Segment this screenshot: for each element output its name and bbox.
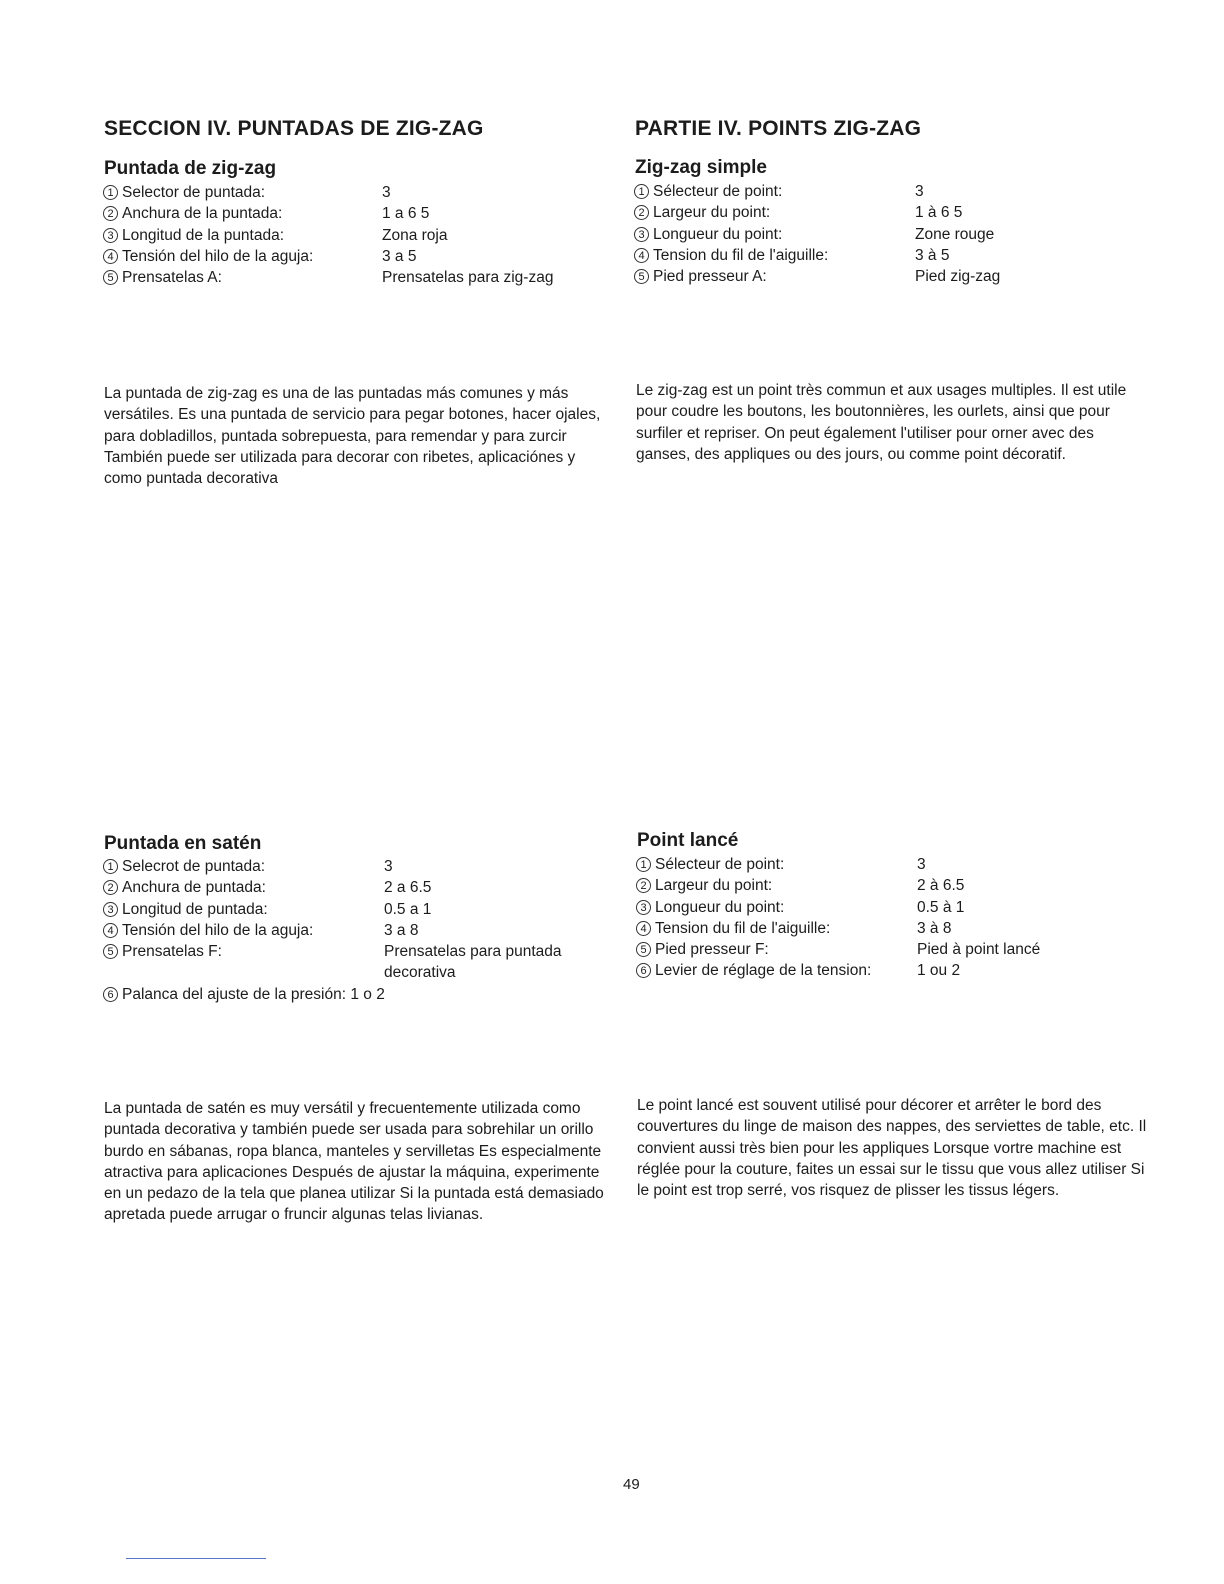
- footer-rule: [126, 1558, 266, 1559]
- fr-lance-specs: [636, 854, 1116, 982]
- fr-lance-body: Le point lancé est souvent utilisé pour décorer et arrêter le bord des couvertures du linge de maison des nappes, des serviettes de table, etc. Il convient aussi très bien pour les appliques Lorsque vortre machine est réglée pour la couture, faites un essai sur le tissu que vous allez utiliser Si le point est trop serré, vos risquez de plisser les tissus légers.: [637, 1097, 1147, 1200]
- spec-row: [636, 875, 1116, 896]
- page-number: 49: [623, 1476, 640, 1493]
- number-icon: 3: [634, 227, 649, 242]
- es-zigzag-body: La puntada de zig-zag es una de las puntadas más comunes y más versátiles. Es una puntada de servicio para pegar botones, hacer ojales, para dobladillos, puntada sobrepuesta, para remendar y para zurcir También puede ser utilizada para decorar con ribetes, aplicaciónes y como puntada decorativa: [104, 385, 601, 488]
- spec-label: Palanca del ajuste de la presión: 1 o 2: [122, 985, 385, 1003]
- number-icon: 1: [103, 859, 118, 874]
- spec-label: Tension du fil de l'aiguille:: [655, 919, 831, 937]
- number-icon: 1: [636, 857, 651, 872]
- number-icon: 5: [103, 270, 118, 285]
- spec-row: [103, 984, 603, 1005]
- spec-label: Sélecteur de point:: [653, 183, 783, 200]
- spec-label: Levier de réglage de la tension:: [655, 962, 872, 980]
- number-icon: 2: [103, 880, 118, 895]
- spec-value: Pied zig-zag: [915, 268, 1001, 286]
- spec-value: 3: [915, 183, 924, 200]
- spec-value: 2 à 6.5: [917, 877, 965, 895]
- spec-label: Prensatelas F:: [122, 943, 222, 961]
- spec-value: Zona roja: [382, 226, 448, 244]
- number-icon: 3: [636, 900, 651, 915]
- es-saten-specs: [103, 856, 603, 1005]
- spec-row: [103, 920, 603, 941]
- spec-row: [636, 939, 1116, 960]
- fr-lance-title: Point lancé: [637, 830, 739, 851]
- spec-row: [636, 960, 1116, 981]
- spec-label: Prensatelas A:: [122, 269, 222, 287]
- spec-label: Sélecteur de point:: [655, 856, 785, 873]
- spec-value: 3 à 5: [915, 246, 950, 264]
- number-icon: 5: [636, 942, 651, 957]
- spec-label: Selecrot de puntada:: [122, 858, 266, 875]
- es-zigzag-title: Puntada de zig-zag: [104, 158, 277, 179]
- spec-row: [103, 856, 603, 877]
- fr-zigzag-body: Le zig-zag est un point très commun et aux usages multiples. Il est utile pour coudre les boutons, les boutonnières, les ourlets, ainsi que pour surfiler et repriser. On peut également l'utiliser pour orner avec des ganses, des appliques ou des jours, ou comme point décoratif.: [636, 382, 1127, 463]
- es-saten-body: La puntada de satén es muy versátil y frecuentemente utilizada como puntada decorativa y también puede ser usada para sobrehilar un orillo burdo en sábanas, ropa blanca, manteles y servilletas Es especialmente atractiva para aplicaciones Después de ajustar la máquina, experimente en un pedazo de la tela que planea utilizar Si la puntada está demasiado apretada puede arrugar o fruncir algunas telas livianas.: [104, 1100, 604, 1224]
- number-icon: 3: [103, 902, 118, 917]
- number-icon: 6: [103, 987, 118, 1002]
- number-icon: 1: [103, 185, 118, 200]
- spec-label: Longitud de puntada:: [122, 900, 268, 918]
- es-section-title: SECCION IV. PUNTADAS DE ZIG-ZAG: [104, 117, 484, 140]
- spec-row: [636, 918, 1116, 939]
- spec-row: [636, 897, 1116, 918]
- number-icon: 6: [636, 963, 651, 978]
- spec-value-continuation: decorativa: [384, 964, 456, 982]
- fr-zigzag-title: Zig-zag simple: [635, 157, 767, 178]
- number-icon: 3: [103, 228, 118, 243]
- number-icon: 2: [634, 205, 649, 220]
- number-icon: 5: [103, 944, 118, 959]
- spec-value: 3 a 5: [382, 247, 417, 265]
- spec-value: 1 a 6 5: [382, 205, 430, 223]
- fr-section-title: PARTIE IV. POINTS ZIG-ZAG: [635, 117, 922, 140]
- number-icon: 4: [634, 248, 649, 263]
- spec-row: [634, 181, 1114, 202]
- spec-label: Longueur du point:: [655, 898, 785, 916]
- spec-row: [634, 245, 1114, 266]
- spec-label: Tension du fil de l'aiguille:: [653, 246, 829, 264]
- spec-value: 0.5 à 1: [917, 898, 965, 916]
- spec-row: [103, 267, 603, 288]
- spec-label: Pied presseur F:: [655, 941, 769, 959]
- spec-value: 3 à 8: [917, 919, 952, 937]
- spec-label: Selector de puntada:: [122, 184, 266, 201]
- spec-row: [103, 899, 603, 920]
- spec-value: 2 a 6.5: [384, 879, 432, 897]
- number-icon: 4: [103, 923, 118, 938]
- spec-value: 1 ou 2: [917, 962, 961, 980]
- spec-row: [103, 225, 603, 246]
- spec-row: [103, 203, 603, 224]
- spec-row: [634, 202, 1114, 223]
- spec-label: Largeur du point:: [653, 204, 771, 222]
- spec-label: Tensión del hilo de la aguja:: [122, 247, 314, 265]
- spec-label: Tensión del hilo de la aguja:: [122, 921, 314, 939]
- spec-value: 3: [382, 184, 391, 201]
- number-icon: 1: [634, 184, 649, 199]
- spec-label: Anchura de puntada:: [122, 879, 266, 897]
- spec-value: Prensatelas para puntada: [384, 943, 562, 961]
- spec-row: [634, 224, 1114, 245]
- spec-value: Prensatelas para zig-zag: [382, 269, 554, 287]
- spec-row: [634, 266, 1114, 287]
- spec-label: Largeur du point:: [655, 877, 773, 895]
- es-zigzag-specs: [103, 182, 603, 288]
- spec-label: Pied presseur A:: [653, 268, 767, 286]
- spec-row-continuation: [103, 962, 603, 983]
- spec-value: 3 a 8: [384, 921, 419, 939]
- spec-value: Zone rouge: [915, 225, 995, 243]
- number-icon: 2: [103, 206, 118, 221]
- number-icon: 2: [636, 878, 651, 893]
- spec-label: Longueur du point:: [653, 225, 783, 243]
- spec-value: 3: [917, 856, 926, 873]
- spec-value: 1 à 6 5: [915, 204, 963, 222]
- spec-label: Anchura de la puntada:: [122, 205, 283, 223]
- number-icon: 4: [103, 249, 118, 264]
- spec-row: [103, 182, 603, 203]
- spec-row: [103, 246, 603, 267]
- spec-label: Longitud de la puntada:: [122, 226, 285, 244]
- number-icon: 4: [636, 921, 651, 936]
- fr-zigzag-specs: [634, 181, 1114, 287]
- spec-value: 3: [384, 858, 393, 875]
- spec-value: Pied à point lancé: [917, 941, 1041, 959]
- spec-value: 0.5 a 1: [384, 900, 432, 918]
- number-icon: 5: [634, 269, 649, 284]
- spec-row: [103, 877, 603, 898]
- spec-row: [636, 854, 1116, 875]
- spec-row: [103, 941, 603, 962]
- es-saten-title: Puntada en satén: [104, 833, 262, 854]
